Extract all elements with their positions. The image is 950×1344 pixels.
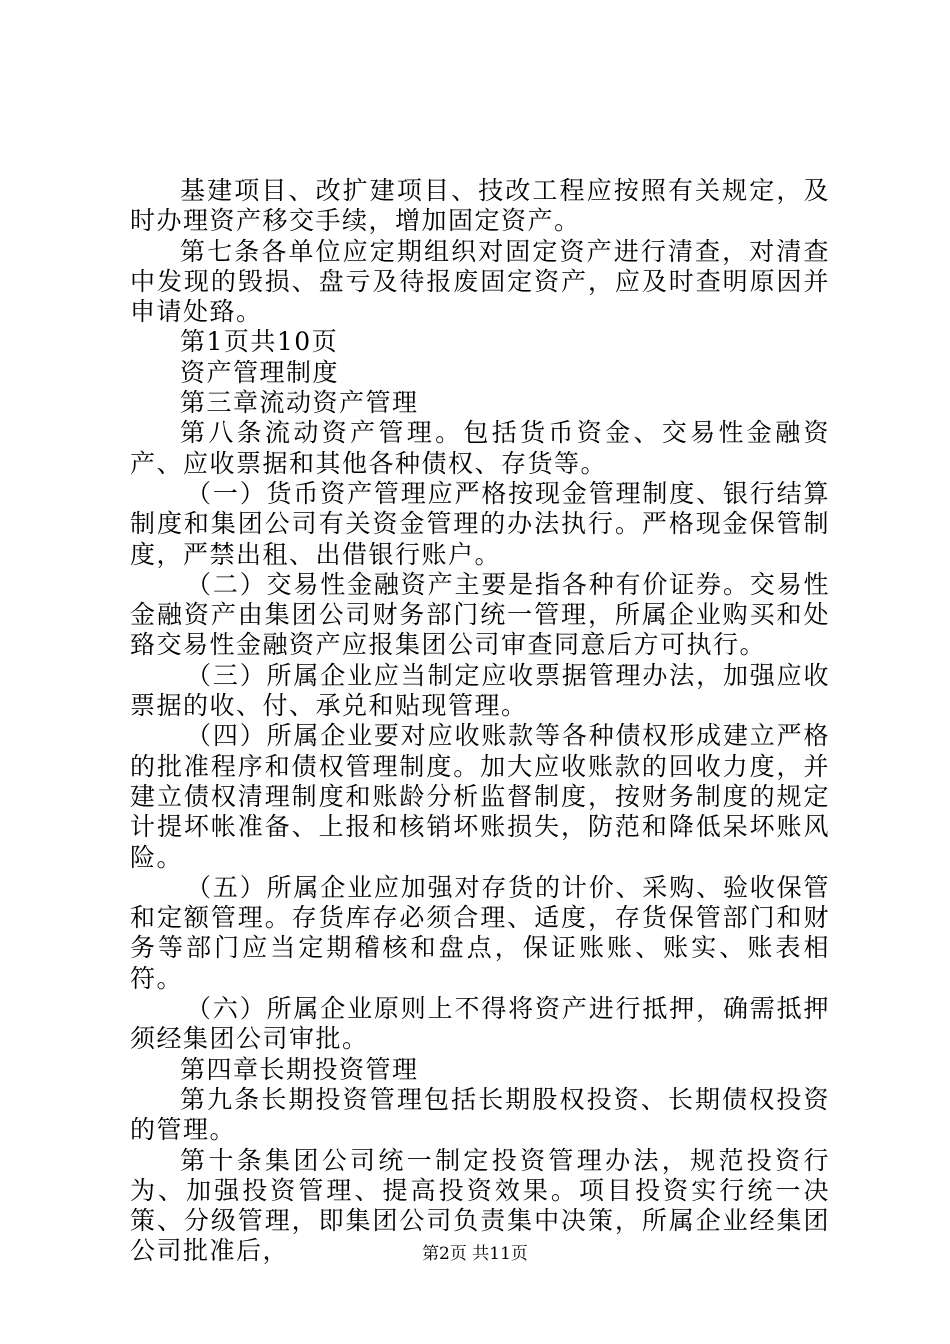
paragraph: （三）所属企业应当制定应收票据管理办法，加强应收票据的收、付、承兑和贴现管理。 xyxy=(130,660,830,721)
paragraph: 资产管理制度 xyxy=(180,357,340,387)
paragraph: 第九条长期投资管理包括长期股权投资、长期债权投资的管理。 xyxy=(130,1084,830,1145)
paragraph: （六）所属企业原则上不得将资产进行抵押，确需抵押须经集团公司审批。 xyxy=(130,994,830,1054)
paragraph: （一）货币资产管理应严格按现金管理制度、银行结算制度和集团公司有关资金管理的办法执行。严格现金保管制度，严禁出租、出借银行账户。 xyxy=(130,478,830,569)
paragraph: （四）所属企业要对应收账款等各种债权形成建立严格的批准程序和债权管理制度。加大应收账款的回收力度，并建立债权清理制度和账龄分析监督制度，按财务制度的规定计提坏帐准备、上报和核销坏账损失，防范和降低呆坏账风险。 xyxy=(130,721,830,872)
page-footer: 第2页 共11页 xyxy=(422,1244,528,1264)
paragraph: 第1页共10页 xyxy=(180,327,339,357)
chapter-heading: 第三章流动资产管理 xyxy=(180,388,419,418)
paragraph: 第十条集团公司统一制定投资管理办法，规范投资行为、加强投资管理、提高投资效果。项目投资实行统一决策、分级管理，即集团公司负责集中决策，所属企业经集团公司批准后， xyxy=(130,1145,830,1266)
paragraph: （二）交易性金融资产主要是指各种有价证券。交易性金融资产由集团公司财务部门统一管理，所属企业购买和处臵交易性金融资产应报集团公司审查同意后方可执行。 xyxy=(130,569,830,660)
chapter-heading: 第四章长期投资管理 xyxy=(180,1054,419,1084)
document-body xyxy=(130,176,830,1267)
paragraph: 第七条各单位应定期组织对固定资产进行清查，对清查中发现的毁损、盘亏及待报废固定资产，应及时查明原因并申请处臵。 xyxy=(130,236,830,327)
paragraph: 第八条流动资产管理。包括货币资金、交易性金融资产、应收票据和其他各种债权、存货等。 xyxy=(130,418,830,478)
paragraph: 基建项目、改扩建项目、技改工程应按照有关规定，及时办理资产移交手续，增加固定资产。 xyxy=(130,176,830,236)
paragraph: （五）所属企业应加强对存货的计价、采购、验收保管和定额管理。存货库存必须合理、适度，存货保管部门和财务等部门应当定期稽核和盘点，保证账账、账实、账表相符。 xyxy=(130,872,830,993)
